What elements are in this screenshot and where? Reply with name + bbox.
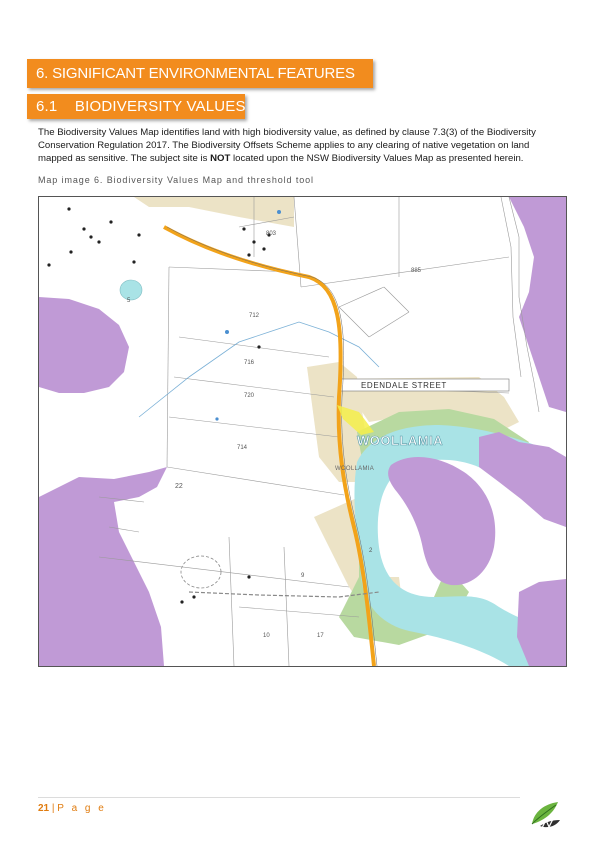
- pond: [120, 280, 142, 300]
- footer-rule: [38, 797, 520, 798]
- lot-label: 885: [411, 268, 422, 274]
- map-canvas: [39, 197, 566, 666]
- biodiversity-values-map: [38, 196, 567, 667]
- footer-separator: |: [51, 803, 55, 814]
- lot-label: 720: [244, 393, 255, 399]
- lot-label: 22: [175, 483, 183, 490]
- subsection-heading: 6.1 BIODIVERSITY VALUES: [36, 98, 246, 115]
- paragraph-part-1: The Biodiversity Values Map identifies land with high biodiversity value, as defined by clause 7.3(3) of the Biodiversity Conservation Regulation 2017. The Biodiversity Offsets Scheme applies to any clearing of native vegetation on land mapped as sensitive. The subject site is: [38, 127, 536, 164]
- map-caption: Map image 6. Biodiversity Values Map and threshold tool: [38, 175, 314, 185]
- section-heading-banner: [27, 59, 373, 88]
- leaf-logo-icon: [528, 798, 564, 830]
- paragraph-part-2: located upon the NSW Biodiversity Values Map as presented herein.: [230, 153, 524, 164]
- place-label: WOOLLAMIA: [357, 433, 444, 448]
- place-label-small: WOOLLAMIA: [335, 466, 375, 472]
- lot-label: 714: [237, 445, 248, 451]
- lot-label: 712: [249, 313, 260, 319]
- lot-label: 2: [369, 548, 373, 554]
- lot-label: 5: [127, 298, 131, 304]
- lot-label: 803: [266, 231, 277, 237]
- subsection-heading-banner: [27, 94, 245, 119]
- lot-label: 10: [263, 633, 270, 639]
- section-heading: 6. SIGNIFICANT ENVIRONMENTAL FEATURES: [36, 65, 355, 82]
- page-footer: [38, 803, 106, 814]
- page-word: P a g e: [57, 803, 107, 814]
- page-number: 21: [38, 803, 50, 814]
- lot-label: 716: [244, 360, 255, 366]
- lot-label: 17: [317, 633, 324, 639]
- street-label: EDENDALE STREET: [361, 381, 447, 390]
- body-paragraph: [38, 126, 562, 165]
- biodiversity-area-southeast: [517, 579, 566, 666]
- paragraph-emphasis: NOT: [210, 153, 231, 164]
- lot-label: 9: [301, 573, 305, 579]
